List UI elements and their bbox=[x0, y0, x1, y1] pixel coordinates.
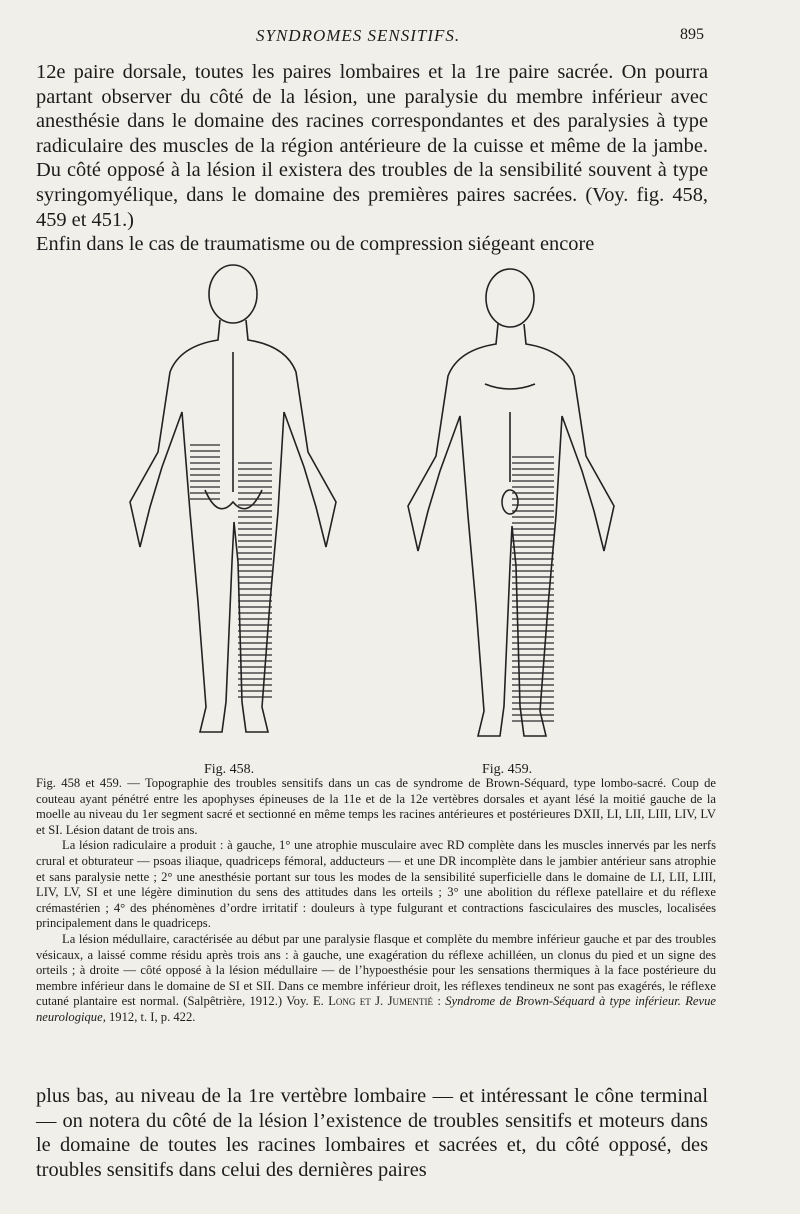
paragraph-3 bbox=[36, 1084, 708, 1182]
paragraph-3-text: plus bas, au niveau de la 1re vertèbre lombaire — et intéressant le cône terminal — on notera du côté de la lésion l’existence de troubles sensitifs et moteurs dans le domaine de toutes les racines lombaires et sacrées et, du côté opposé, des troubles sensitifs dans celui des dernières paires bbox=[36, 1085, 708, 1181]
paragraph-1 bbox=[36, 60, 708, 232]
anatomy-figures-svg bbox=[100, 262, 660, 762]
figure-458-back-view bbox=[130, 265, 336, 732]
figure-illustration bbox=[100, 262, 660, 762]
figure-458-label: Fig. 458. bbox=[204, 762, 255, 777]
caption-ref-authors: E. Long et J. Jumentié : bbox=[312, 994, 441, 1009]
back-hatch-leg bbox=[238, 462, 272, 702]
caption-radicular: La lésion radiculaire a produit : à gauche, 1° une atrophie musculaire avec RD complète dans les muscles innervés par les nerfs crural et obturateur — psoas iliaque, quadriceps fémoral, adducteurs — et une DR incomplète dans le jambier antérieur sans atrophie et sans paralysie nette ; 2° une anesthésie portant sur tous les modes de la sensibilité superficielle dans le domaine de LI, LII, LIII, LIV, LV, SI et une légère diminution du sens des attitudes dans les orteils ; 3° une abolition du réflexe patellaire et du réflexe crémastérien ; 4° des phénomènes d’ordre irritatif : douleurs à type fulgurant et contractions fasciculaires des muscles, localisées principalement dans le quadriceps. bbox=[36, 838, 716, 931]
figure-459-label: Fig. 459. bbox=[482, 762, 533, 777]
figure-459-front-view bbox=[408, 269, 614, 736]
caption-medullary: La lésion médullaire, caractérisée au début par une paralysie flasque et complète du membre inférieur gauche et par des troubles vésicaux, a laissé comme résidu après trois ans : à gauche, une exagération du réflexe achilléen, un clonus du pied et un signe des orteils ; à droite — côté opposé à la lésion médullaire — de l’hypoesthésie pour les sensations thermiques à la face postérieure du membre inférieur dans le domaine de SI et SII. Dans ce membre inférieur droit, les réflexes tendineux ne sont pas exagérés, le réflexe cutané plantaire est normal. (Salpêtrière, 1912.) Voy. bbox=[36, 931, 716, 1009]
paragraph-2-text: Enfin dans le cas de traumatisme ou de compression siégeant encore bbox=[36, 233, 595, 255]
back-hatch-upper bbox=[190, 442, 220, 502]
figure-caption bbox=[36, 776, 716, 1026]
paragraph-2 bbox=[36, 232, 708, 257]
page-header bbox=[0, 26, 800, 50]
running-title: SYNDROMES SENSITIFS. bbox=[256, 26, 461, 45]
caption-ref-tail: 1912, t. I, p. 422. bbox=[109, 1009, 196, 1024]
front-hatch-leg bbox=[512, 452, 554, 722]
paragraph-1-text: 12e paire dorsale, toutes les paires lombaires et la 1re paire sacrée. On pourra partant observer du côté de la lésion, une paralysie du membre inférieur avec anesthésie dans le domaine des racines correspondantes et des paralysies à type radiculaire des muscles de la région antérieure de la cuisse et même de la jambe. Du côté opposé à la lésion il existera des troubles de la sensibilité souvent à type syringomyélique, dans le domaine des premières paires sacrées. (Voy. fig. 458, 459 et 451.) bbox=[36, 61, 708, 231]
caption-ref-title: Syndrome de Brown-Séquard à type inférieur. Revue neurologique, bbox=[36, 994, 716, 1024]
caption-main: Fig. 458 et 459. — Topographie des troubles sensitifs dans un cas de syndrome de Brown-Séquard, type lombo-sacré. Coup de couteau ayant pénétré entre les apophyses épineuses de la 11e et de la 12e vertèbres dorsales et ayant lésé la moitié gauche de la moelle au niveau du 1er segment sacré et sectionné en même temps les racines antérieures et postérieures DXII, LI, LII, LIII, LIV, LV et SI. Lésion datant de trois ans. bbox=[36, 776, 716, 837]
page-number: 895 bbox=[680, 26, 704, 43]
caption-medullary-paragraph bbox=[36, 932, 716, 1026]
